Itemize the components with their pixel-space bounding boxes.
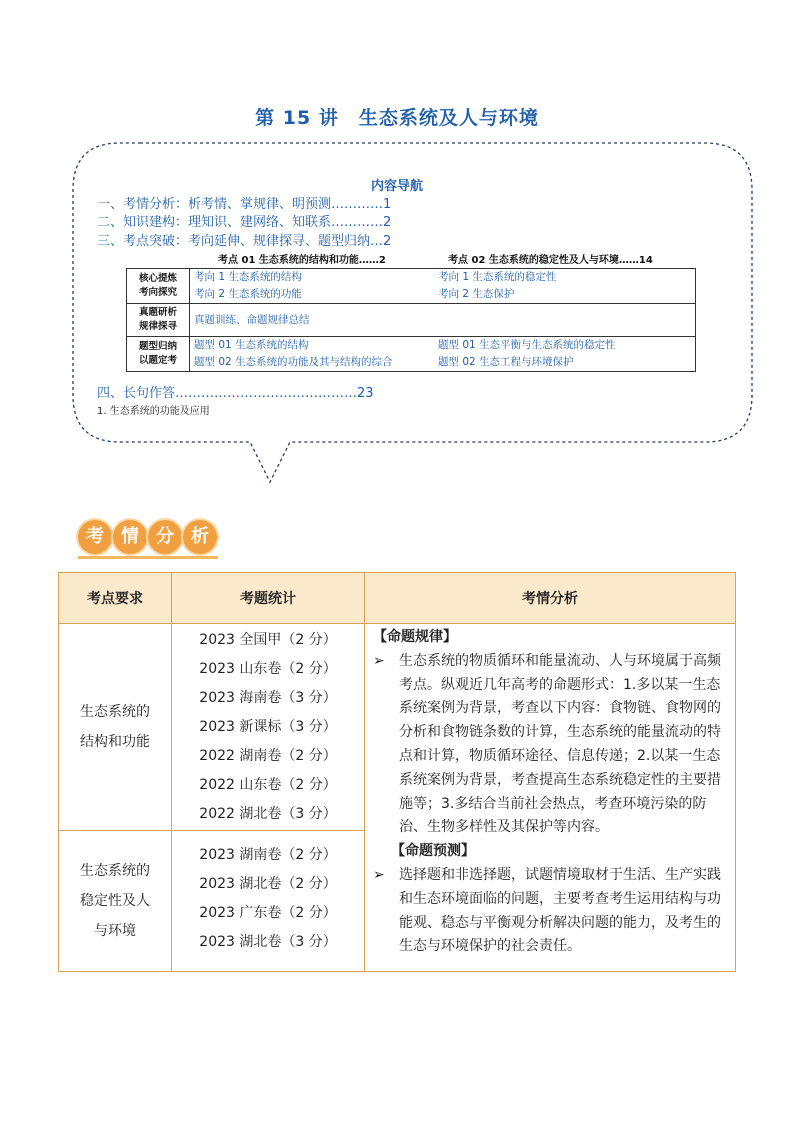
section-badge-underline [78,556,218,559]
section-badge-char: 分 [148,520,182,554]
stat-item: 2023 广东卷（2 分） [199,905,337,921]
nav-item[interactable]: 考向 1 生态系统的稳定性 [438,271,557,283]
nav-item[interactable]: 题型 01 生态平衡与生态系统的稳定性 [438,339,616,351]
nav-item[interactable]: 真题训练、命题规律总结 [190,304,696,337]
prediction-heading: 【命题预测】 [391,843,475,860]
nav-row-header: 题型归纳 以题定考 [127,337,190,372]
rule-item [373,650,727,840]
table-header-row [59,573,736,624]
requirement-cell: 生态系统的 结构和功能 [59,624,172,831]
section-badge-char: 考 [78,520,112,554]
nav-cell-left [190,337,435,372]
stat-item: 2022 山东卷（2 分） [199,777,337,793]
section-badge-char: 析 [183,520,217,554]
nav-link-analysis[interactable]: 一、考情分析：析考情、掌规律、明预测…………1 [97,197,392,212]
requirement-cell: 生态系统的 稳定性及人 与环境 [59,831,172,972]
stat-item: 2022 湖北卷（3 分） [199,806,337,822]
stat-item: 2023 山东卷（2 分） [199,661,337,677]
nav-item[interactable]: 考向 1 生态系统的结构 [194,271,302,283]
nav-cell-right [434,269,696,304]
nav-cell-right [434,337,696,372]
stats-cell [172,624,365,831]
nav-heading: 内容导航 [370,179,423,194]
nav-item[interactable]: 题型 01 生态系统的结构 [194,339,309,351]
nav-item[interactable]: 考向 2 生态系统的功能 [194,288,302,300]
nav-link-long-answer[interactable]: 四、长句作答……………………………………23 [97,386,374,401]
nav-row-core [127,269,696,304]
nav-subheader-point-02[interactable]: 考点 02 生态系统的稳定性及人与环境……14 [448,255,653,266]
nav-link-breakthrough[interactable]: 三、考点突破：考向延伸、规律探寻、题型归纳…2 [97,234,392,249]
stat-item: 2023 湖南卷（2 分） [199,847,337,863]
stat-item: 2023 新课标（3 分） [199,719,337,735]
column-header: 考情分析 [365,573,736,624]
arrow-bullet-icon: ➢ [373,652,385,669]
nav-item[interactable]: 题型 02 生态系统的功能及其与结构的综合 [194,356,393,368]
nav-row-types [127,337,696,372]
nav-outline-table [126,268,696,372]
column-header: 考点要求 [59,573,172,624]
rule-heading: 【命题规律】 [373,629,457,645]
nav-row-exam [127,304,696,337]
rule-text: 生态系统的物质循环和能量流动、人与环境属于高频考点。纵观近几年高考的命题形式：1.多以某一生态系统案例为背景，考查以下内容：食物链、食物网的分析和食物链条数的计算，生态系统的能量流动的特点和计算，物质循环途径、信息传递；2.以某一生态系统案例为背景，考查提高生态系统稳定性的主要措施等；3.多结合当前社会热点，考查环境污染的防治、生物多样性及其保护等内容。 [399,652,721,836]
analysis-cell [365,624,736,972]
stat-item: 2023 全国甲（2 分） [199,632,337,648]
prediction-item [373,864,727,959]
table-row [59,624,736,831]
prediction-text: 选择题和非选择题，试题情境取材于生活、生产实践和生态环境面临的问题，主要考查考生运用结构与功能观、稳态与平衡观分析解决问题的能力，及考生的生态与环境保护的社会责任。 [399,866,721,955]
arrow-bullet-icon: ➢ [373,866,385,883]
page-title: 第 15 讲 生态系统及人与环境 [255,107,539,129]
column-header: 考题统计 [172,573,365,624]
nav-item[interactable]: 题型 02 生态工程与环境保护 [438,356,574,368]
nav-row-header: 真题研析 规律探寻 [127,304,190,337]
stat-item: 2023 湖北卷（3 分） [199,934,337,950]
nav-cell-left [190,269,435,304]
section-badge-char: 情 [113,520,147,554]
nav-footnote: 1. 生态系统的功能及应用 [97,406,210,417]
exam-analysis-table [58,572,736,972]
stat-item: 2023 海南卷（3 分） [199,690,337,706]
nav-link-knowledge[interactable]: 二、知识建构：理知识、建网络、知联系…………2 [97,215,392,230]
nav-subheader-point-01[interactable]: 考点 01 生态系统的结构和功能……2 [218,255,386,266]
stat-item: 2023 湖北卷（2 分） [199,876,337,892]
nav-row-header: 核心提炼 考向探究 [127,269,190,304]
stats-cell [172,831,365,972]
nav-item[interactable]: 考向 2 生态保护 [438,288,515,300]
stat-item: 2022 湖南卷（2 分） [199,748,337,764]
